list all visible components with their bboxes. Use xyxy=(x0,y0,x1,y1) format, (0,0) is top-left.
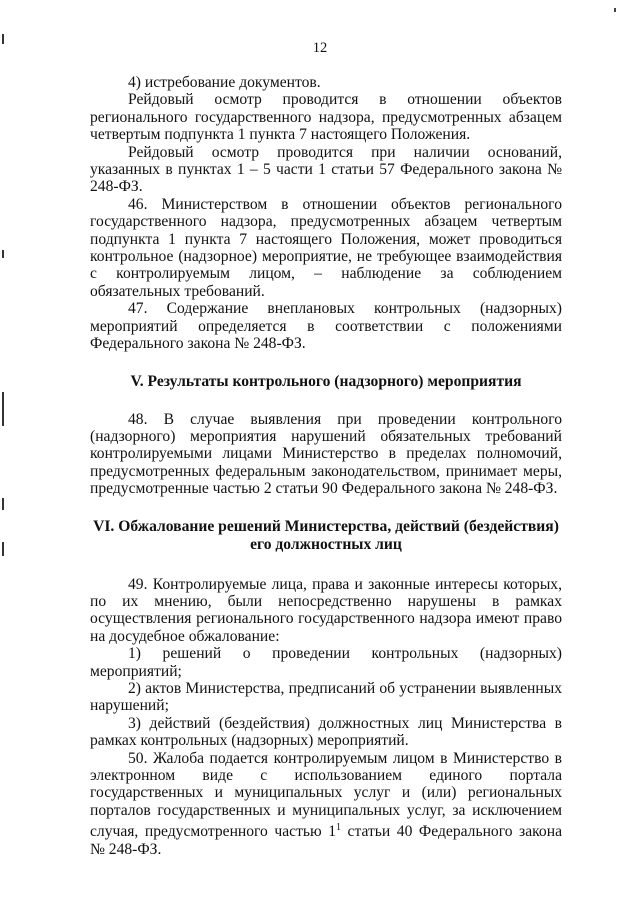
paragraph-raid-inspection-objects: Рейдовый осмотр проводится в отношении объектов регионального государственного надзора, предусмотренных абзацем четвертым подпункта 1 пункта 7 настоящего Положения. xyxy=(90,91,562,144)
page-number: 12 xyxy=(312,40,328,56)
scan-margin-mark xyxy=(2,498,4,510)
scan-margin-mark xyxy=(2,392,4,426)
paragraph-item-4: 4) истребование документов. xyxy=(128,74,321,91)
paragraph-50 xyxy=(90,750,562,859)
scan-speck xyxy=(614,8,616,12)
paragraph-49-item-3: 3) действий (бездействия) должностных лиц Министерства в рамках контрольных (надзорных) мероприятий. xyxy=(90,714,562,750)
paragraph-47: 47. Содержание внеплановых контрольных (надзорных) мероприятий определяется в соответствии с положениями Федерального закона № 248-ФЗ. xyxy=(90,300,562,353)
scan-margin-mark xyxy=(2,542,4,556)
scan-margin-mark xyxy=(2,250,4,258)
paragraph-raid-inspection-grounds: Рейдовый осмотр проводится при наличии оснований, указанных в пунктах 1 – 5 части 1 статьи 57 Федерального закона № 248-ФЗ. xyxy=(90,143,562,196)
section-6-heading-line-1: VI. Обжалование решений Министерства, действий (бездействия) xyxy=(93,517,559,535)
paragraph-49-item-1: 1) решений о проведении контрольных (надзорных) мероприятий; xyxy=(90,645,562,680)
scan-margin-mark xyxy=(2,34,4,44)
paragraph-48: 48. В случае выявления при проведении контрольного (надзорного) мероприятия нарушений обязательных требований контролируемыми лицами Министерство в пределах полномочий, предусмотренных федеральным законодательством, принимает меры, предусмотренные частью 2 статьи 90 Федерального закона № 248-ФЗ. xyxy=(90,410,562,498)
paragraph-50-text: 50. Жалоба подается контролируемым лицом в Министерство в электронном виде с использованием единого портала государственных и муниципальных услуг и (или) региональных порталов государственных и муниципальных услуг, за исключением случая, предусмотренного частью 1 xyxy=(90,749,562,841)
paragraph-49-item-2: 2) актов Министерства, предписаний об устранении выявленных нарушений; xyxy=(90,679,562,715)
paragraph-49: 49. Контролируемые лица, права и законные интересы которых, по их мнению, были непосредственно нарушены в рамках осуществления регионального государственного надзора имеют право на досудебное обжалование: xyxy=(90,575,562,645)
paragraph-50-superscript: 1 xyxy=(336,822,341,834)
document-body xyxy=(90,74,562,858)
section-5-heading: V. Результаты контрольного (надзорного) мероприятия xyxy=(130,372,522,390)
paragraph-46: 46. Министерством в отношении объектов регионального государственного надзора, предусмотренных абзацем четвертым подпункта 1 пункта 7 настоящего Положения, может проводиться контрольное (надзорное) мероприятие, не требующее взаимодействия с контролируемым лицом, – наблюдение за соблюдением обязательных требований. xyxy=(90,195,562,300)
paragraph-50-text-end: статьи 40 Федерального закона № 248-ФЗ. xyxy=(90,823,562,858)
section-6-heading-line-2: его должностных лиц xyxy=(250,535,402,553)
